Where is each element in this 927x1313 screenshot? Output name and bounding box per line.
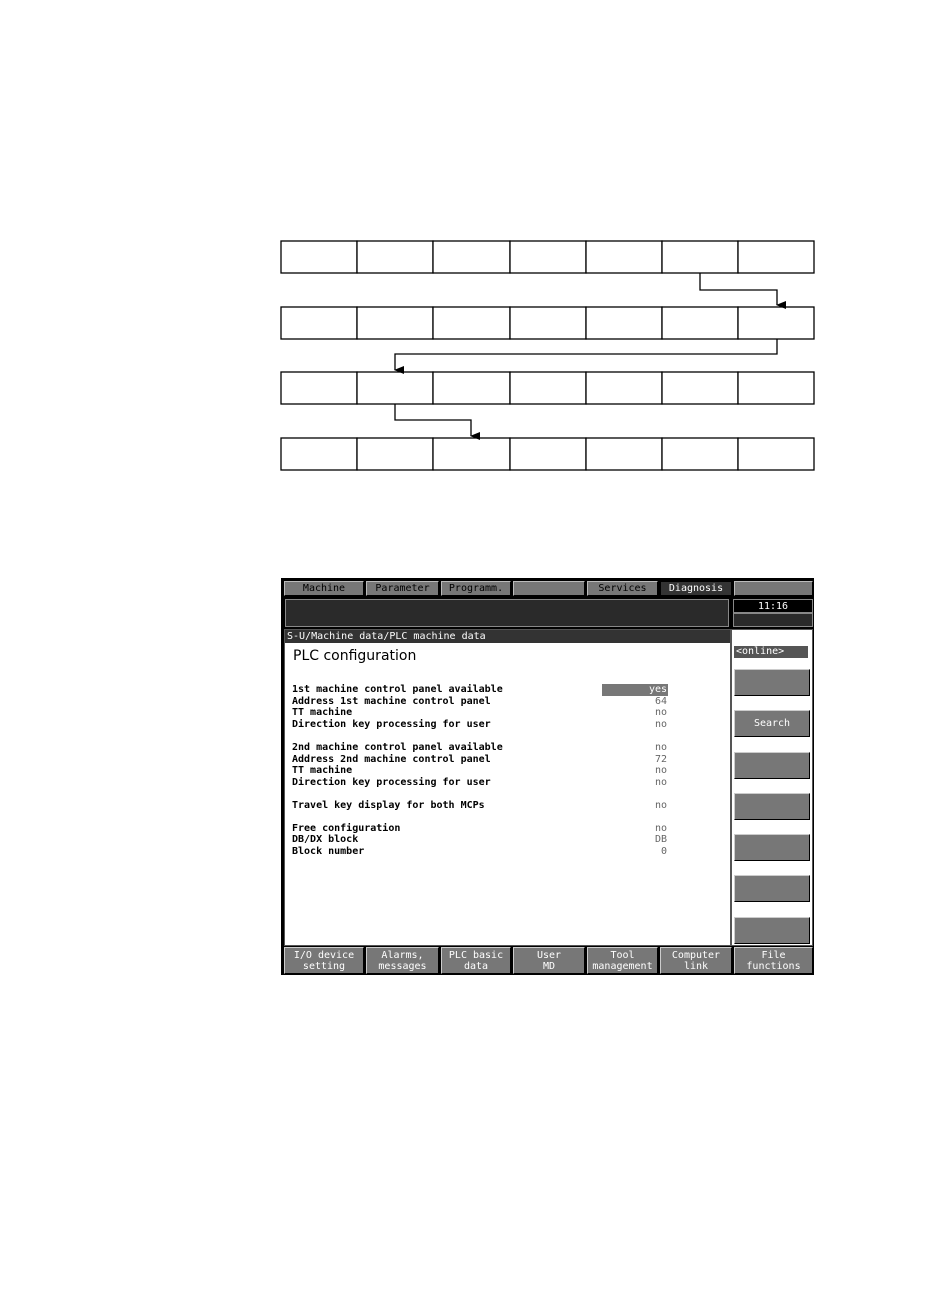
param-value[interactable]: 0 <box>660 846 667 857</box>
softkey-label-line: User <box>536 950 562 961</box>
param-value[interactable]: DB <box>654 834 667 845</box>
diagram-cell <box>357 372 433 404</box>
softkey-label-line: PLC basic <box>448 950 504 961</box>
diagram-cell <box>662 372 738 404</box>
param-value[interactable]: no <box>654 719 667 730</box>
param-value[interactable]: no <box>654 800 667 811</box>
diagram-cell <box>357 438 433 470</box>
cnc-screen <box>281 578 814 975</box>
param-label: Address 1st machine control panel <box>292 696 491 707</box>
param-value[interactable]: no <box>654 765 667 776</box>
tab-machine[interactable]: Machine <box>284 581 364 596</box>
param-row[interactable] <box>292 707 668 719</box>
diagram-cell <box>586 307 662 339</box>
diagram-cell <box>738 372 814 404</box>
param-value[interactable]: yes <box>602 684 668 696</box>
param-label: TT machine <box>292 707 353 718</box>
softkey-vertical-empty[interactable] <box>734 752 810 779</box>
softkey-plc-basic[interactable] <box>441 947 511 974</box>
diagram-cell <box>281 241 357 273</box>
arrow-row3-to-row4 <box>395 404 471 436</box>
work-area <box>284 629 731 946</box>
message-bar <box>285 599 729 627</box>
diagram-cell <box>510 372 586 404</box>
online-status-badge: <online> <box>734 646 808 658</box>
softkey-label-line: MD <box>542 961 556 972</box>
diagram-cell <box>738 241 814 273</box>
diagram-cell <box>738 307 814 339</box>
tab-services[interactable]: Services <box>587 581 658 596</box>
softkey-label-line: setting <box>302 961 346 972</box>
softkey-search[interactable]: Search <box>734 710 810 737</box>
tab-programm[interactable]: Programm. <box>441 581 511 596</box>
page-title: PLC configuration <box>293 648 417 664</box>
softkey-label-line: management <box>592 961 653 972</box>
param-label: Free configuration <box>292 823 401 834</box>
softkey-label-line: messages <box>378 961 427 972</box>
vertical-softkey-panel <box>731 629 813 946</box>
diagram-cell <box>510 438 586 470</box>
diagram-rows <box>281 241 814 470</box>
arrow-row1-to-row2 <box>700 273 777 305</box>
softkey-label-line: link <box>683 961 709 972</box>
softkey-label-line: Alarms, <box>381 950 424 961</box>
diagram-cell <box>433 307 510 339</box>
diagram-cell <box>662 438 738 470</box>
softkey-vertical-empty[interactable] <box>734 917 810 944</box>
param-value[interactable]: no <box>654 777 667 788</box>
diagram-cell <box>510 307 586 339</box>
param-label: Block number <box>292 846 365 857</box>
diagram-cell <box>662 241 738 273</box>
diagram-cell <box>281 372 357 404</box>
param-row[interactable] <box>292 800 668 812</box>
diagram-cell <box>586 241 662 273</box>
param-row[interactable] <box>292 765 668 777</box>
softkey-label-line: Computer <box>671 950 721 961</box>
tab-empty[interactable] <box>734 581 813 596</box>
tab-empty[interactable] <box>513 581 585 596</box>
param-value[interactable]: 72 <box>654 754 667 765</box>
softkey-vertical-empty[interactable] <box>734 875 810 902</box>
softkey-label-line: functions <box>746 961 801 972</box>
param-label: TT machine <box>292 765 353 776</box>
diagram-cell <box>510 241 586 273</box>
param-row[interactable] <box>292 834 668 846</box>
param-label: Address 2nd machine control panel <box>292 754 491 765</box>
param-value[interactable]: 64 <box>654 696 667 707</box>
softkey-vertical-empty[interactable] <box>734 834 810 861</box>
param-row[interactable] <box>292 777 668 789</box>
param-row[interactable] <box>292 742 668 754</box>
softkey-file[interactable] <box>734 947 813 974</box>
tab-diagnosis[interactable]: Diagnosis <box>660 581 732 596</box>
byte-layout-diagram <box>0 0 927 520</box>
diagram-cell <box>433 438 510 470</box>
status-field <box>733 613 813 627</box>
param-label: Direction key processing for user <box>292 719 491 730</box>
param-label: 1st machine control panel available <box>292 684 503 695</box>
connector-arrows <box>395 273 777 436</box>
softkey-label-line: File <box>761 950 786 961</box>
diagram-cell <box>662 307 738 339</box>
diagram-cell <box>433 372 510 404</box>
diagram-cell <box>738 438 814 470</box>
param-row[interactable] <box>292 719 668 731</box>
diagram-cell <box>357 241 433 273</box>
arrow-row2-to-row3 <box>395 339 777 370</box>
param-row[interactable] <box>292 684 668 696</box>
clock-display: 11:16 <box>733 599 813 613</box>
diagram-cell <box>586 438 662 470</box>
diagram-cell <box>281 438 357 470</box>
diagram-cell <box>357 307 433 339</box>
param-value[interactable]: no <box>654 823 667 834</box>
param-value[interactable]: no <box>654 742 667 753</box>
tab-parameter[interactable]: Parameter <box>366 581 439 596</box>
diagram-cell <box>586 372 662 404</box>
softkey-computer[interactable] <box>660 947 732 974</box>
softkey-label-line: data <box>463 961 489 972</box>
softkey-label-line: Tool <box>610 950 635 961</box>
softkey-vertical-empty[interactable] <box>734 669 810 696</box>
softkey-user[interactable] <box>513 947 585 974</box>
diagram-cell <box>281 307 357 339</box>
diagram-cell <box>433 241 510 273</box>
param-label: DB/DX block <box>292 834 359 845</box>
softkey-label-line: I/O device <box>293 950 355 961</box>
softkey-tool[interactable] <box>587 947 658 974</box>
param-value[interactable]: no <box>654 707 667 718</box>
softkey-alarms[interactable] <box>366 947 439 974</box>
breadcrumb: S-U/Machine data/PLC machine data <box>285 630 730 643</box>
softkey-vertical-empty[interactable] <box>734 793 810 820</box>
softkey-i-o-device[interactable] <box>284 947 364 974</box>
param-label: Direction key processing for user <box>292 777 491 788</box>
param-row[interactable] <box>292 846 668 858</box>
param-label: Travel key display for both MCPs <box>292 800 485 811</box>
param-label: 2nd machine control panel available <box>292 742 503 753</box>
